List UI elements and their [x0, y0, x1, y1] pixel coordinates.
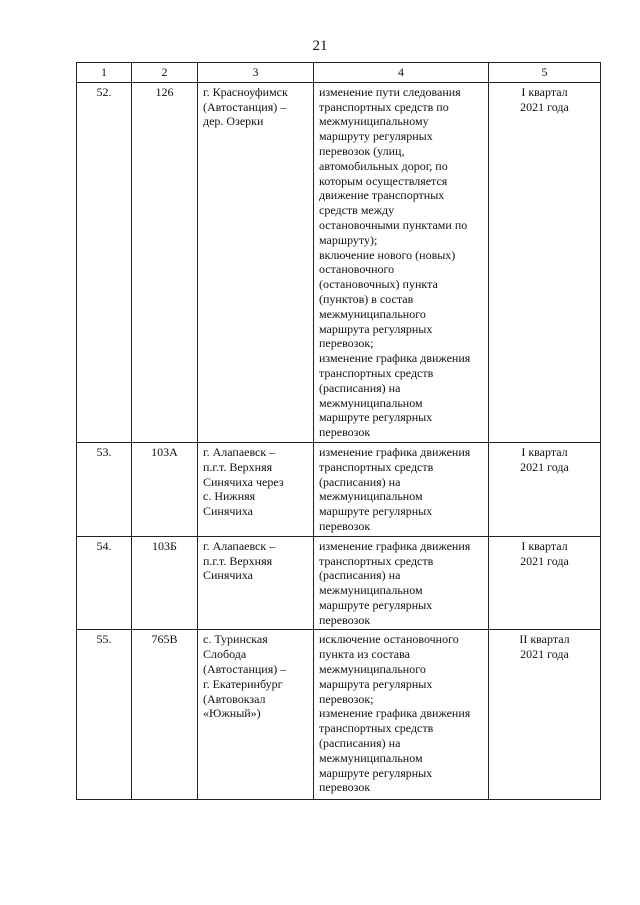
route-name-cell-line: Синячиха: [203, 504, 253, 519]
route-name-cell-line: «Южный»): [203, 706, 261, 721]
route-name-cell-line: г. Алапаевск –: [203, 444, 276, 459]
route-name-cell-line: п.г.т. Верхняя: [203, 553, 273, 568]
column-header: 3: [198, 63, 314, 83]
change-description-cell: [314, 536, 489, 630]
table-body: [77, 82, 601, 800]
change-description-cell: [314, 82, 489, 442]
page-number: 21: [312, 38, 328, 54]
change-description-cell-line: движение транспортных: [319, 188, 445, 203]
period-cell: [489, 630, 601, 800]
routes-table: [76, 62, 601, 800]
row-number-cell: 52.: [77, 82, 132, 442]
route-number-cell: 765В: [132, 630, 198, 800]
change-description-cell-line: маршруту регулярных: [319, 129, 433, 144]
period-cell-line: I квартал: [521, 84, 568, 99]
change-description-cell-line: автомобильных дорог, по: [319, 158, 448, 173]
period-cell: [489, 82, 601, 442]
change-description-cell-line: маршрута регулярных: [319, 321, 433, 336]
change-description-cell-line: транспортных средств по: [319, 99, 449, 114]
change-description-cell-line: маршрута регулярных: [319, 676, 433, 691]
change-description-cell-line: изменение графика движения: [319, 351, 471, 366]
change-description-cell-line: перевозок: [319, 425, 371, 440]
route-name-cell-line: (Автовокзал: [203, 691, 266, 706]
route-name-cell-line: г. Алапаевск –: [203, 538, 276, 553]
column-header: 4: [314, 63, 489, 83]
change-description-cell-line: (расписания) на: [319, 380, 401, 395]
change-description-cell-line: средств между: [319, 203, 395, 218]
period-cell-line: 2021 года: [520, 459, 569, 474]
change-description-cell-line: изменение графика движения: [319, 444, 471, 459]
table-header-row: [77, 63, 601, 83]
route-name-cell-line: Слобода: [203, 647, 247, 662]
change-description-cell-line: перевозок;: [319, 336, 374, 351]
route-name-cell-line: п.г.т. Верхняя: [203, 459, 273, 474]
change-description-cell-line: межмуниципальному: [319, 114, 429, 129]
table-row: [77, 630, 601, 800]
change-description-cell-line: перевозок: [319, 780, 371, 795]
route-number-cell: 103Б: [132, 536, 198, 630]
change-description-cell-line: маршруту);: [319, 232, 378, 247]
change-description-cell-line: пункта из состава: [319, 647, 410, 662]
row-number-cell: 54.: [77, 536, 132, 630]
column-header: 2: [132, 63, 198, 83]
route-name-cell-line: (Автостанция) –: [203, 99, 287, 114]
change-description-cell-line: (расписания) на: [319, 474, 401, 489]
row-number-cell: 53.: [77, 442, 132, 536]
change-description-cell-line: изменение графика движения: [319, 538, 471, 553]
change-description-cell-line: маршруте регулярных: [319, 597, 433, 612]
change-description-cell-line: маршруте регулярных: [319, 765, 433, 780]
period-cell-line: I квартал: [521, 444, 568, 459]
route-name-cell: [198, 82, 314, 442]
change-description-cell: [314, 442, 489, 536]
row-number-cell: 55.: [77, 630, 132, 800]
change-description-cell-line: (расписания) на: [319, 736, 401, 751]
change-description-cell-line: (остановочных) пункта: [319, 277, 438, 292]
route-name-cell-line: г. Красноуфимск: [203, 84, 288, 99]
change-description-cell-line: межмуниципальном: [319, 750, 423, 765]
change-description-cell-line: перевозок;: [319, 691, 374, 706]
change-description-cell-line: остановочными пунктами по: [319, 217, 468, 232]
change-description-cell-line: перевозок: [319, 612, 371, 627]
route-name-cell-line: Синячиха через: [203, 474, 284, 489]
change-description-cell-line: межмуниципальном: [319, 583, 423, 598]
change-description-cell-line: транспортных средств: [319, 553, 434, 568]
change-description-cell-line: изменение графика движения: [319, 706, 471, 721]
change-description-cell-line: транспортных средств: [319, 459, 434, 474]
table-row: [77, 536, 601, 630]
change-description-cell-line: межмуниципального: [319, 306, 426, 321]
change-description-cell-line: транспортных средств: [319, 721, 434, 736]
route-name-cell: [198, 630, 314, 800]
period-cell-line: 2021 года: [520, 647, 569, 662]
table-row: [77, 82, 601, 442]
route-name-cell: [198, 442, 314, 536]
table-row: [77, 442, 601, 536]
change-description-cell-line: которым осуществляется: [319, 173, 448, 188]
change-description-cell-line: транспортных средств: [319, 365, 434, 380]
change-description-cell-line: маршруте регулярных: [319, 504, 433, 519]
route-name-cell-line: дер. Озерки: [203, 114, 264, 129]
change-description-cell-line: межмуниципальном: [319, 489, 423, 504]
change-description-cell-line: остановочного: [319, 262, 395, 277]
column-header: 1: [77, 63, 132, 83]
change-description-cell-line: исключение остановочного: [319, 632, 459, 647]
route-name-cell-line: (Автостанция) –: [203, 662, 287, 677]
change-description-cell-line: (расписания) на: [319, 568, 401, 583]
change-description-cell-line: межмуниципальном: [319, 395, 423, 410]
period-cell-line: 2021 года: [520, 99, 569, 114]
change-description-cell-line: включение нового (новых): [319, 247, 456, 262]
column-header: 5: [489, 63, 601, 83]
change-description-cell-line: изменение пути следования: [319, 84, 461, 99]
change-description-cell-line: маршруте регулярных: [319, 410, 433, 425]
period-cell-line: I квартал: [521, 538, 568, 553]
route-name-cell: [198, 536, 314, 630]
route-number-cell: 126: [132, 82, 198, 442]
route-number-cell: 103А: [132, 442, 198, 536]
change-description-cell-line: (пунктов) в состав: [319, 291, 414, 306]
change-description-cell: [314, 630, 489, 800]
period-cell: [489, 442, 601, 536]
route-name-cell-line: с. Туринская: [203, 632, 268, 647]
period-cell-line: II квартал: [519, 632, 570, 647]
period-cell-line: 2021 года: [520, 553, 569, 568]
period-cell: [489, 536, 601, 630]
change-description-cell-line: перевозок: [319, 518, 371, 533]
route-name-cell-line: Синячиха: [203, 568, 253, 583]
change-description-cell-line: перевозок (улиц,: [319, 143, 405, 158]
route-name-cell-line: г. Екатеринбург: [203, 676, 283, 691]
route-name-cell-line: с. Нижняя: [203, 489, 256, 504]
change-description-cell-line: межмуниципального: [319, 662, 426, 677]
